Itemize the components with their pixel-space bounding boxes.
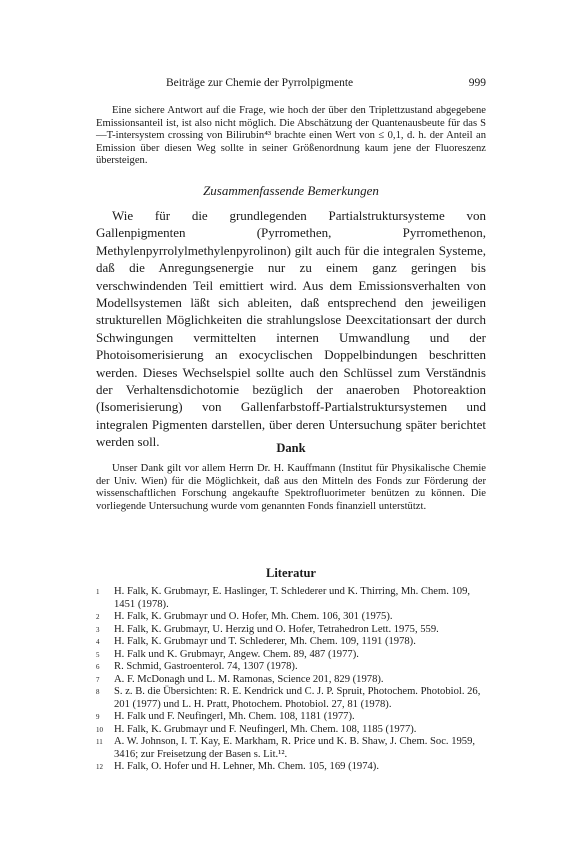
reference-item: $^{12}$ H. Falk, O. Hofer und H. Lehner, Mh. Chem. 105, 169 (1974). (96, 761, 379, 772)
dank-paragraph: Unser Dank gilt vor allem Herrn Dr. H. Kauffmann (Institut für Physikalische Chemie der Univ. Wien) für die Möglichkeit, daß aus den Mitteln des Fonds zur Förderung der wissenschaftlichen Forschung angekaufte Spektrofluorimeter benützen zu können. Die vorliegende Untersuchung wurde vom genannten Fonds finanziell unterstützt. (96, 463, 486, 512)
summary-paragraph: Wie für die grundlegenden Partialstruktursysteme von Gallenpigmenten (Pyrromethen, Pyrromethenon, Methylenpyrrolylmethylenpyrolinon) gilt auch für die integralen Systeme, daß die Anregungsenergie nur zu einem ganz geringen bis verschwindenden Teil emittiert wird. Aus dem Emissionsverhalten von Modellsystemen läßt sich ableiten, daß entsprechend den jeweiligen strukturellen Möglichkeiten die strahlungslose Deexcitationsart der durch Schwingungen vermittelten internen Umwandlung und der Photoisomerisierung an exocyclischen Doppelbindungen beschritten werden. Dieses Wechselspiel sollte auch den Schlüssel zum Verständnis der Verhaltensdichotomie bezüglich der anaeroben Photoreaktion (Isomerisierung) von Gallenfarbstoff-Partialstruktursystemen und integralen Pigmenten darstellen, über deren Untersuchung später berichtet werden soll. (96, 208, 486, 450)
reference-item: $^{11}$ A. W. Johnson, I. T. Kay, E. Markham, R. Price und K. B. Shaw, J. Chem. Soc. 1959, 3416; zur Freisetzung der Basen s. Lit.¹². (96, 736, 476, 760)
reference-item: $^5$ H. Falk und K. Grubmayr, Angew. Chem. 89, 487 (1977). (96, 648, 359, 660)
reference-item: $^2$ H. Falk, K. Grubmayr und O. Hofer, Mh. Chem. 106, 301 (1975). (96, 611, 393, 622)
intro-paragraph: Eine sichere Antwort auf die Frage, wie hoch der über den Triplettzustand abgegebene Emissionsanteil ist, ist also nicht möglich. Die Abschätzung der Quantenausbeute für das S—T-intersystem crossing von Bilirubin⁴³ brachte einen Wert von ≤ 0,1, d. h. der Anteil an Emission über diesen Weg sollte in seiner Größenordnung kaum jene der Fluoreszenz übersteigen. (96, 105, 486, 166)
intro-section (96, 105, 486, 168)
reference-item: $^6$ R. Schmid, Gastroenterol. 74, 1307 (1978). (96, 661, 298, 672)
summary-section (96, 207, 486, 451)
dank-heading: Dank (276, 441, 306, 455)
reference-item: $^9$ H. Falk und F. Neufingerl, Mh. Chem. 108, 1181 (1977). (96, 711, 355, 722)
reference-item: $^3$ H. Falk, K. Grubmayr, U. Herzig und O. Hofer, Tetrahedron Lett. 1975, 559. (96, 623, 439, 635)
reference-list (96, 586, 488, 774)
dank-section (96, 463, 486, 513)
reference-item: $^{10}$ H. Falk, K. Grubmayr und F. Neufingerl, Mh. Chem. 108, 1185 (1977). (96, 723, 417, 735)
reference-item: $^4$ H. Falk, K. Grubmayr und T. Schlederer, Mh. Chem. 109, 1191 (1978). (96, 636, 416, 647)
reference-item: $^7$ A. F. McDonagh und L. M. Ramonas, Science 201, 829 (1978). (96, 673, 384, 685)
reference-item: $^1$ H. Falk, K. Grubmayr, E. Haslinger, T. Schlederer und K. Thirring, Mh. Chem. 109, 1451 (1978). (96, 586, 471, 610)
reference-item: $^8$ S. z. B. die Übersichten: R. E. Kendrick und C. J. P. Spruit, Photochem. Photobiol. 26, 201 (1977) und L. H. Pratt, Photochem. Photobiol. 27, 81 (1978). (96, 686, 481, 710)
literatur-heading: Literatur (266, 566, 316, 580)
summary-heading: Zusammenfassende Bemerkungen (203, 183, 379, 198)
page-number: 999 (468, 77, 486, 89)
running-title: Beiträge zur Chemie der Pyrrolpigmente (166, 77, 354, 89)
